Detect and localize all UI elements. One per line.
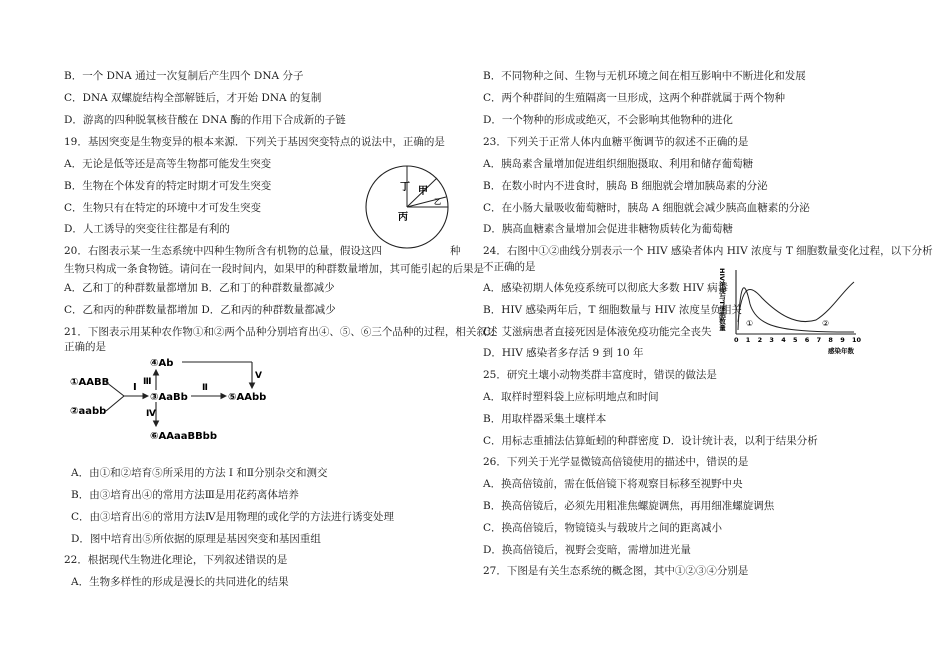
q24-stem: 24．右图中①②曲线分别表示一个 HIV 感染者体内 HIV 浓度与 T 细胞数量变化过程，以下分析 <box>483 245 933 257</box>
q25-option-a: A．取样时塑料袋上应标明地点和时间 <box>483 391 659 403</box>
q25-options-cd: C．用标志重捕法估算蚯蚓的种群密度 D．设计统计表，以利于结果分析 <box>483 435 818 447</box>
q26-option-b: B．换高倍镜后，必须先用粗准焦螺旋调焦，再用细准螺旋调焦 <box>483 500 775 512</box>
q22-option-a: A．生物多样性的形成是漫长的共同进化的结果 <box>71 576 289 588</box>
q23-option-c: C．在小肠大量吸收葡萄糖时，胰岛 A 细胞就会减少胰高血糖素的分泌 <box>483 202 810 214</box>
method-label-iii: Ⅲ <box>143 377 152 387</box>
q22-option-c: C．两个种群间的生殖隔离一旦形成，这两个种群就属于两个物种 <box>483 92 786 104</box>
q22-stem: 22．根据现代生物进化理论，下列叙述错误的是 <box>64 554 288 566</box>
q19-option-c: C．生物只有在特定的环境中才可发生突变 <box>64 202 262 214</box>
q27-stem: 27．下图是有关生态系统的概念图，其中①②③④分别是 <box>483 565 749 577</box>
pie-label-ding: 丁 <box>400 182 410 193</box>
q22-option-d: D．一个物种的形成或绝灭，不会影响其他物种的进化 <box>483 114 733 126</box>
q18-option-c: C．DNA 双螺旋结构全部解链后，才开始 DNA 的复制 <box>64 92 322 104</box>
q24-option-c: C．艾滋病患者直接死因是体液免疫功能完全丧失 <box>483 326 712 338</box>
q24-stem-cont: 不正确的是 <box>483 261 536 273</box>
curve-label-1: ① <box>746 319 754 328</box>
method-label-iv: Ⅳ <box>146 409 156 419</box>
hiv-x-tick-label: 0 <box>734 336 739 344</box>
q21-stem-cont: 正确的是 <box>64 341 106 353</box>
hiv-x-tick-label: 6 <box>804 336 810 344</box>
node-2-aabb: ②aabb <box>70 406 107 417</box>
pie-label-bing: 丙 <box>398 212 408 223</box>
node-1-aabb: ①AABB <box>70 377 110 388</box>
q21-option-d: D．图中培育出⑤所依据的原理是基因突变和基因重组 <box>71 533 321 545</box>
node-6-aaaabbbb: ⑥AAaaBBbb <box>150 431 218 442</box>
q19-stem: 19．基因突变是生物变异的根本来源．下列关于基因突变特点的说法中，正确的是 <box>64 136 445 148</box>
hiv-x-tick-label: 9 <box>840 336 845 344</box>
q19-option-b: B．生物在个体发育的特定时期才可发生突变 <box>64 180 272 192</box>
q21-option-a: A．由①和②培育⑤所采用的方法 I 和Ⅱ分别杂交和测交 <box>71 467 328 479</box>
q19-option-d: D．人工诱导的突变往往都是有利的 <box>64 223 230 235</box>
curve-1-hiv-concentration <box>738 288 854 332</box>
method-label-ii: Ⅱ <box>202 383 208 393</box>
curve-label-2: ② <box>822 319 830 328</box>
method-label-v: V <box>255 371 262 381</box>
method-label-i: I <box>133 382 137 393</box>
hiv-x-tick-label: 3 <box>769 336 774 344</box>
breeding-process-diagram <box>66 354 286 446</box>
q20-stem-cont: 生物只构成一条食物链。请问在一段时间内，如果甲的种群数量增加，其可能引起的后果是 <box>64 263 484 275</box>
q20-options-ab: A．乙和丁的种群数量都增加 B．乙和丁的种群数量都减少 <box>64 282 335 294</box>
q24-option-a: A．感染初期人体免疫系统可以彻底大多数 HIV 病毒 <box>483 282 729 294</box>
q23-stem: 23．下列关于正常人体内血糖平衡调节的叙述不正确的是 <box>483 136 749 148</box>
q25-stem: 25．研究土壤小动物类群丰富度时，错误的做法是 <box>483 369 717 381</box>
hiv-x-tick-label: 4 <box>781 336 786 344</box>
q24-option-b: B．HIV 感染两年后，T 细胞数量与 HIV 浓度呈负相关 <box>483 304 742 316</box>
hiv-x-tick-label: 10 <box>852 336 862 344</box>
hiv-tcell-chart <box>716 264 866 356</box>
organic-matter-pie-figure <box>364 164 450 250</box>
q21-stem: 21．下图表示用某种农作物①和②两个品种分别培育出④、⑤、⑥三个品种的过程，相关叙述 <box>64 326 498 338</box>
pie-label-yi: 乙 <box>434 198 441 206</box>
q20-stem: 20．右图表示某一生态系统中四种生物所含有机物的总量，假设这四 <box>64 245 382 257</box>
q20-options-cd: C．乙和丙的种群数量都增加 D．乙和丙的种群数量都减少 <box>64 304 336 316</box>
hiv-chart-x-ticks <box>734 336 862 344</box>
q23-option-b: B．在数小时内不进食时，胰岛 B 细胞就会增加胰岛素的分泌 <box>483 180 768 192</box>
hiv-chart-ylabel: HIV浓度与T细胞数量 <box>718 268 726 331</box>
hiv-chart-xlabel: 感染年数 <box>828 347 854 355</box>
q26-option-c: C．换高倍镜后，物镜镜头与载玻片之间的距离减小 <box>483 522 723 534</box>
node-5-aabb: ⑤AAbb <box>228 392 267 403</box>
q26-option-a: A．换高倍镜前，需在低倍镜下将观察目标移至视野中央 <box>483 478 743 490</box>
q22-option-b: B．不同物种之间、生物与无机环境之间在相互影响中不断进化和发展 <box>483 70 806 82</box>
node-4-ab: ④Ab <box>150 358 174 369</box>
q26-stem: 26．下列关于光学显微镜高倍镜使用的描述中，错误的是 <box>483 456 749 468</box>
node-3-aabb: ③AaBb <box>150 392 188 403</box>
q18-option-b: B．一个 DNA 通过一次复制后产生四个 DNA 分子 <box>64 70 304 82</box>
hiv-x-tick-label: 1 <box>745 336 751 344</box>
q21-option-b: B．由③培育出④的常用方法Ⅲ是用花药离体培养 <box>71 489 299 501</box>
q23-option-d: D．胰高血糖素含量增加会促进非糖物质转化为葡萄糖 <box>483 223 733 235</box>
q18-option-d: D．游离的四种脱氧核苷酸在 DNA 酶的作用下合成新的子链 <box>64 114 346 126</box>
pie-label-jia: 甲 <box>418 186 428 197</box>
q23-option-a: A．胰岛素含量增加促进组织细胞摄取、利用和储存葡萄糖 <box>483 158 754 170</box>
hiv-x-tick-label: 2 <box>757 336 763 344</box>
curve-2-t-cells <box>738 282 854 322</box>
q19-option-a: A．无论是低等还是高等生物都可能发生突变 <box>64 158 272 170</box>
q26-option-d: D．换高倍镜后，视野会变暗，需增加进光量 <box>483 544 691 556</box>
hiv-x-tick-label: 8 <box>828 336 833 344</box>
hiv-x-tick-label: 7 <box>816 336 822 344</box>
q24-option-d: D．HIV 感染者多存活 9 到 10 年 <box>483 347 644 359</box>
q20-stem-end: 种 <box>450 245 461 257</box>
q25-option-b: B．用取样器采集土壤样本 <box>483 413 607 425</box>
hiv-x-tick-label: 5 <box>793 336 798 344</box>
q21-option-c: C．由③培育出⑥的常用方法Ⅳ是用物理的或化学的方法进行诱变处理 <box>71 511 395 523</box>
